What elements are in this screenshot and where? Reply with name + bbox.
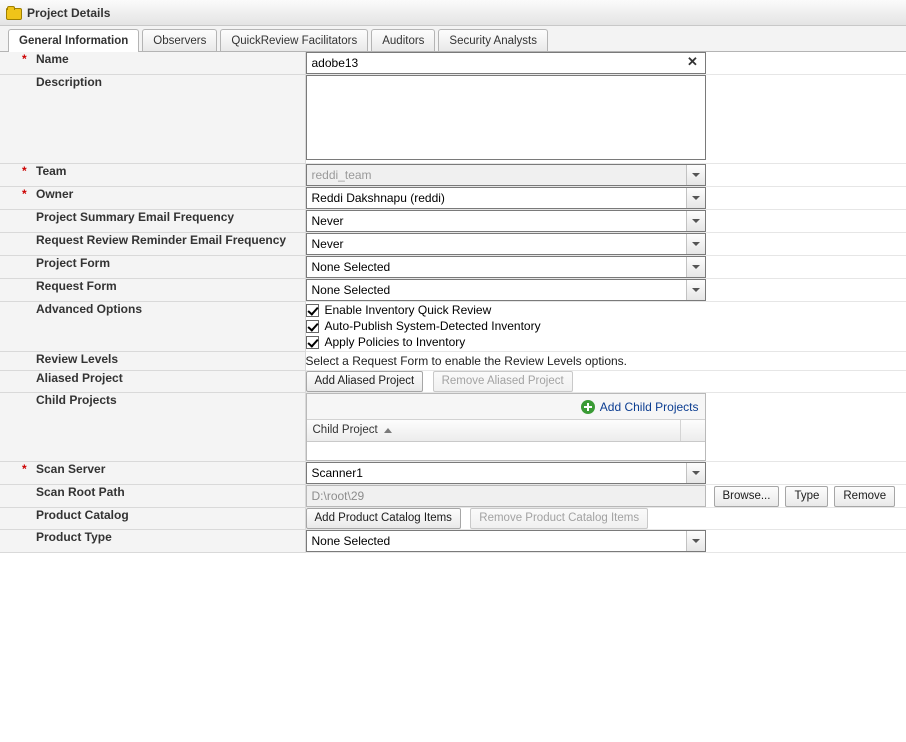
browse-button[interactable]: Browse...	[714, 486, 780, 507]
review-levels-note: Select a Request Form to enable the Review Levels options.	[305, 354, 628, 368]
checkbox-label: Apply Policies to Inventory	[324, 335, 466, 349]
label-scan-server	[0, 462, 305, 476]
scan-server-select[interactable]	[306, 462, 706, 484]
field-cell-team	[305, 164, 906, 187]
tab-quickreview-facilitators[interactable]: QuickReview Facilitators	[220, 29, 368, 51]
chevron-down-icon	[686, 165, 705, 185]
request-form-select[interactable]	[306, 279, 706, 301]
label-cell-name	[0, 52, 305, 75]
checkbox-apply-policies-to-inventory[interactable]	[306, 335, 906, 349]
checkbox-enable-inventory-quick-review[interactable]	[306, 303, 906, 317]
form-row-project-summary-email-frequency	[0, 210, 906, 233]
field-cell-product-catalog	[305, 508, 906, 530]
form-row-product-type	[0, 530, 906, 553]
child-projects-toolbar	[307, 394, 705, 420]
tab-auditors[interactable]: Auditors	[371, 29, 435, 51]
label-cell-scan-root-path	[0, 485, 305, 508]
checkbox-label: Auto-Publish System-Detected Inventory	[324, 319, 541, 333]
checkbox-label: Enable Inventory Quick Review	[324, 303, 492, 317]
child-projects-body	[307, 442, 705, 460]
field-cell-name	[305, 52, 906, 75]
form-row-advanced-options	[0, 302, 906, 352]
label-project-summary-email-frequency	[0, 210, 305, 224]
name-input-wrapper	[306, 52, 706, 74]
label-cell-request-review-reminder-email-frequency	[0, 233, 305, 256]
field-cell-scan-server	[305, 462, 906, 485]
column-header-spacer	[681, 420, 705, 441]
scan-root-path-input[interactable]: D:\root\29	[306, 485, 706, 507]
label-scan-root-path	[0, 485, 305, 499]
child-projects-header-row	[307, 420, 705, 442]
label-text: Owner	[36, 187, 74, 201]
chevron-down-icon	[686, 280, 705, 300]
required-marker: *	[22, 164, 27, 178]
label-cell-product-catalog	[0, 508, 305, 530]
plus-circle-icon	[581, 400, 595, 414]
label-cell-scan-server	[0, 462, 305, 485]
label-text: Aliased Project	[36, 371, 123, 385]
label-text: Scan Root Path	[36, 485, 125, 499]
add-product-catalog-items-button[interactable]: Add Product Catalog Items	[306, 508, 461, 529]
chevron-down-icon	[686, 234, 705, 254]
checkbox-icon[interactable]	[306, 304, 319, 317]
sort-asc-icon	[384, 428, 392, 433]
name-input[interactable]	[306, 52, 706, 74]
window-titlebar	[0, 0, 906, 26]
required-marker: *	[22, 462, 27, 476]
label-text: Child Projects	[36, 393, 117, 407]
general-information-form	[0, 52, 906, 553]
label-text: Request Form	[36, 279, 117, 293]
form-row-description	[0, 75, 906, 164]
owner-select[interactable]	[306, 187, 706, 209]
field-cell-scan-root-path	[305, 485, 906, 508]
form-row-scan-server	[0, 462, 906, 485]
checkbox-auto-publish-system-detected-inventory[interactable]	[306, 319, 906, 333]
checkbox-icon[interactable]	[306, 336, 319, 349]
field-cell-advanced-options	[305, 302, 906, 352]
project-summary-email-frequency-select[interactable]	[306, 210, 706, 232]
label-cell-review-levels	[0, 352, 305, 371]
product-type-value: None Selected	[311, 534, 391, 548]
label-review-levels	[0, 352, 305, 366]
request-form-value: None Selected	[311, 283, 391, 297]
column-header-child-project[interactable]	[307, 420, 681, 441]
label-cell-product-type	[0, 530, 305, 553]
chevron-down-icon	[686, 211, 705, 231]
label-description	[0, 75, 305, 89]
team-select-value: reddi_team	[311, 168, 372, 182]
form-row-child-projects	[0, 393, 906, 462]
form-row-project-form	[0, 256, 906, 279]
label-cell-aliased-project	[0, 371, 305, 393]
scan-root-path-row	[306, 485, 906, 507]
field-cell-owner	[305, 187, 906, 210]
tab-observers[interactable]: Observers	[142, 29, 217, 51]
label-aliased-project	[0, 371, 305, 385]
form-row-request-form	[0, 279, 906, 302]
label-text: Product Type	[36, 530, 112, 544]
label-text: Team	[36, 164, 67, 178]
label-product-type	[0, 530, 305, 544]
form-row-scan-root-path	[0, 485, 906, 508]
tabstrip	[0, 26, 906, 52]
label-cell-team	[0, 164, 305, 187]
project-summary-email-frequency-value: Never	[311, 214, 344, 228]
column-header-label: Child Project	[312, 424, 378, 436]
field-cell-project-summary-email-frequency	[305, 210, 906, 233]
remove-button[interactable]: Remove	[834, 486, 895, 507]
field-cell-request-form	[305, 279, 906, 302]
tab-security-analysts[interactable]: Security Analysts	[438, 29, 548, 51]
chevron-down-icon	[686, 257, 705, 277]
form-row-aliased-project	[0, 371, 906, 393]
label-cell-description	[0, 75, 305, 164]
label-text: Advanced Options	[36, 302, 143, 316]
request-review-reminder-email-frequency-select[interactable]	[306, 233, 706, 255]
chevron-down-icon	[686, 463, 705, 483]
field-cell-description	[305, 75, 906, 164]
add-child-projects-label: Add Child Projects	[599, 399, 699, 414]
label-request-review-reminder-email-frequency	[0, 233, 305, 247]
tab-general-information[interactable]: General Information	[8, 29, 139, 52]
close-icon[interactable]: ✕	[687, 54, 698, 69]
label-advanced-options	[0, 302, 305, 316]
label-text: Project Form	[36, 256, 111, 270]
field-cell-child-projects	[305, 393, 906, 462]
label-owner	[0, 187, 305, 201]
field-cell-request-review-reminder-email-frequency	[305, 233, 906, 256]
form-row-request-review-reminder-email-frequency	[0, 233, 906, 256]
label-cell-child-projects	[0, 393, 305, 462]
owner-select-value: Reddi Dakshnapu (reddi)	[311, 191, 445, 205]
field-cell-review-levels	[305, 352, 906, 371]
window-title: Project Details	[27, 5, 111, 20]
folder-icon	[6, 5, 22, 21]
label-cell-request-form	[0, 279, 305, 302]
chevron-down-icon	[686, 188, 705, 208]
product-type-select[interactable]	[306, 530, 706, 552]
label-text: Scan Server	[36, 462, 106, 476]
project-form-value: None Selected	[311, 260, 391, 274]
label-name	[0, 52, 305, 66]
description-textarea[interactable]	[306, 75, 706, 160]
form-row-team	[0, 164, 906, 187]
form-row-product-catalog	[0, 508, 906, 530]
label-text: Request Review Reminder Email Frequency	[36, 233, 287, 247]
child-projects-grid	[306, 393, 706, 461]
label-cell-advanced-options	[0, 302, 305, 352]
label-product-catalog	[0, 508, 305, 522]
field-cell-product-type	[305, 530, 906, 553]
label-text: Review Levels	[36, 352, 119, 366]
label-text: Description	[36, 75, 103, 89]
required-marker: *	[22, 52, 27, 66]
form-row-name	[0, 52, 906, 75]
label-request-form	[0, 279, 305, 293]
label-cell-project-summary-email-frequency	[0, 210, 305, 233]
checkbox-icon[interactable]	[306, 320, 319, 333]
team-select[interactable]	[306, 164, 706, 186]
request-review-reminder-email-frequency-value: Never	[311, 237, 344, 251]
type-button[interactable]: Type	[785, 486, 828, 507]
label-team	[0, 164, 305, 178]
field-cell-project-form	[305, 256, 906, 279]
label-project-form	[0, 256, 305, 270]
label-text: Name	[36, 52, 69, 66]
remove-aliased-project-button: Remove Aliased Project	[433, 371, 573, 392]
label-cell-owner	[0, 187, 305, 210]
form-row-owner	[0, 187, 906, 210]
add-aliased-project-button[interactable]: Add Aliased Project	[306, 371, 424, 392]
required-marker: *	[22, 187, 27, 201]
project-form-select[interactable]	[306, 256, 706, 278]
label-child-projects	[0, 393, 305, 407]
field-cell-aliased-project	[305, 371, 906, 393]
label-cell-project-form	[0, 256, 305, 279]
add-child-projects-button[interactable]	[581, 400, 699, 414]
form-row-review-levels	[0, 352, 906, 371]
label-text: Product Catalog	[36, 508, 129, 522]
remove-product-catalog-items-button: Remove Product Catalog Items	[470, 508, 648, 529]
chevron-down-icon	[686, 531, 705, 551]
label-text: Project Summary Email Frequency	[36, 210, 235, 224]
scan-server-value: Scanner1	[311, 466, 363, 480]
